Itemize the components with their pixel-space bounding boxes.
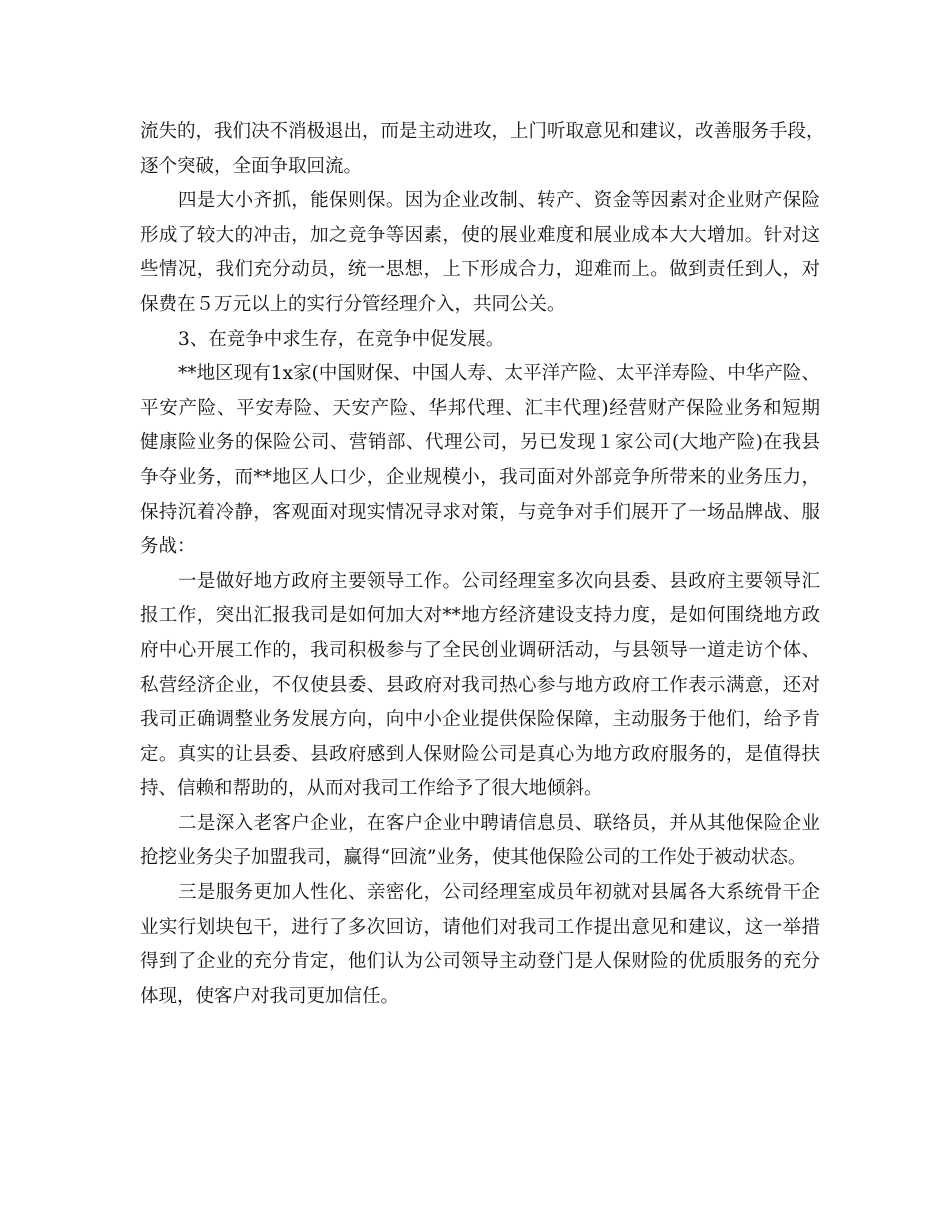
- text-line: 三是服务更加人性化、亲密化，公司经理室成员年初就对县属各大系统骨干企: [178, 882, 820, 904]
- text-line: 得到了企业的充分肯定，他们认为公司领导主动登门是人保财险的优质服务的充分: [140, 951, 820, 973]
- document-body: [140, 115, 825, 1014]
- text-line: 一是做好地方政府主要领导工作。公司经理室多次向县委、县政府主要领导汇: [178, 570, 820, 592]
- text-line: 四是大小齐抓，能保则保。因为企业改制、转产、资金等因素对企业财产保险: [178, 190, 820, 212]
- text-line: 流失的，我们决不消极退出，而是主动进攻，上门听取意见和建议，改善服务手段，: [140, 121, 825, 142]
- text-line: 持、信赖和帮助的，从而对我司工作给予了很大地倾斜。: [140, 778, 603, 800]
- text-line: 务战：: [140, 536, 196, 558]
- text-line: **地区现有1x家(中国财保、中国人寿、太平洋产险、太平洋寿险、中华产险、: [178, 363, 820, 385]
- text-line: 业实行划块包干，进行了多次回访，请他们对我司工作提出意见和建议，这一举措: [140, 916, 820, 938]
- text-line: 逐个突破，全面争取回流。: [140, 155, 363, 177]
- text-line: 健康险业务的保险公司、营销部、代理公司，另已发现１家公司(大地产险)在我县: [140, 432, 820, 454]
- text-line: 抢挖业务尖子加盟我司，赢得“回流”业务，使其他保险公司的工作处于被动状态。: [140, 847, 807, 869]
- text-line: 私营经济企业，不仅使县委、县政府对我司热心参与地方政府工作表示满意，还对: [140, 674, 820, 696]
- text-line: 些情况，我们充分动员，统一思想，上下形成合力，迎难而上。做到责任到人，对: [140, 259, 820, 281]
- text-line: 二是深入老客户企业，在客户企业中聘请信息员、联络员，并从其他保险企业: [178, 812, 820, 834]
- text-line: 体现，使客户对我司更加信任。: [140, 985, 400, 1007]
- text-line: 保费在５万元以上的实行分管经理介入，共同公关。: [140, 293, 566, 315]
- text-line: 形成了较大的冲击，加之竞争等因素，使的展业难度和展业成本大大增加。针对这: [140, 224, 820, 246]
- text-line: 保持沉着冷静，客观面对现实情况寻求对策，与竞争对手们展开了一场品牌战、服: [140, 501, 820, 523]
- text-line: 平安产险、平安寿险、天安产险、华邦代理、汇丰代理)经营财产保险业务和短期: [140, 397, 820, 419]
- text-line: 我司正确调整业务发展方向，向中小企业提供保险保障，主动服务于他们，给予肯: [140, 709, 820, 731]
- text-line: 府中心开展工作的，我司积极参与了全民创业调研活动，与县领导一道走访个体、: [140, 639, 820, 661]
- text-line: 定。真实的让县委、县政府感到人保财险公司是真心为地方政府服务的，是值得扶: [140, 743, 820, 765]
- text-line: 争夺业务，而**地区人口少，企业规模小，我司面对外部竞争所带来的业务压力，: [140, 466, 820, 488]
- text-line: 报工作，突出汇报我司是如何加大对**地方经济建设支持力度，是如何围绕地方政: [140, 605, 820, 627]
- text-line: 3、在竞争中求生存，在竞争中促发展。: [178, 328, 505, 350]
